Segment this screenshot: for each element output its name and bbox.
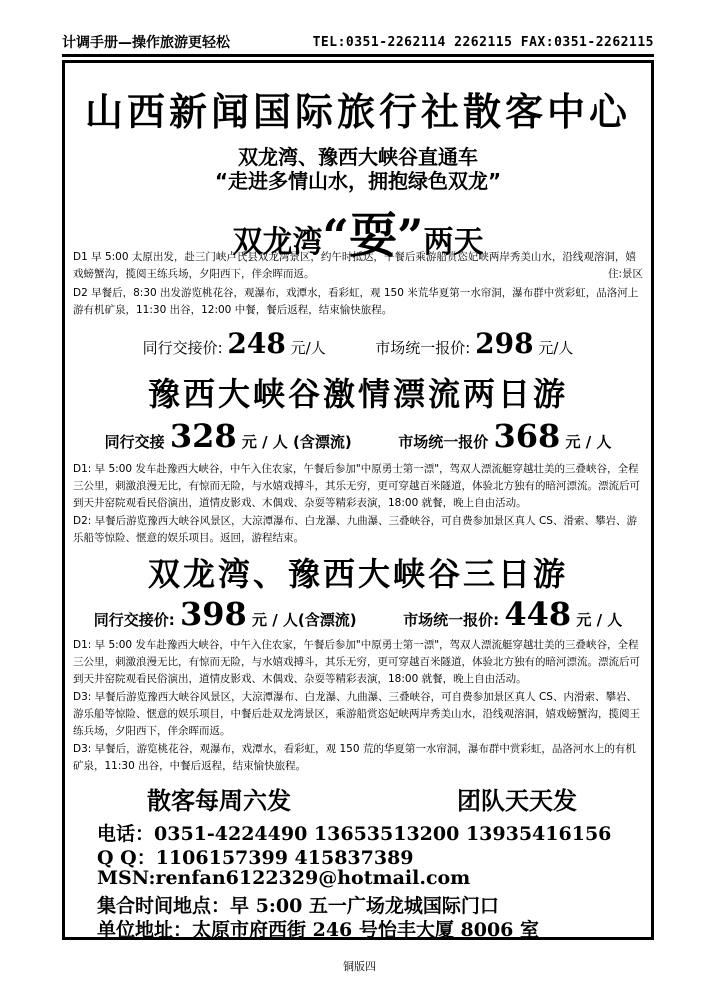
trip1-prices: [65, 327, 651, 360]
trip1-peer-price: 248: [227, 327, 286, 360]
msn-line: MSN:renfan6122329@hotmail.com: [97, 867, 471, 889]
trip2-peer-label: 同行交接: [104, 433, 165, 451]
trip2-title: 豫西大峡谷激情漂流两日游: [147, 375, 568, 413]
trip3-peer-unit: 元 / 人(含漂流): [251, 611, 357, 629]
subtitle-slogan: “走进多情山水，拥抱绿色双龙”: [214, 169, 502, 193]
meeting-line: 集合时间地点：早 5:00 五一广场龙城国际门口: [97, 895, 499, 917]
trip1-peer-unit: 元/人: [290, 339, 326, 357]
trip1-title-c: 两天: [423, 225, 484, 260]
weekly-departure: 散客每周六发: [147, 786, 291, 815]
trip3-day2: D3: 早餐后游览豫西大峡谷风景区，大涼潭瀑布、白龙瀑、九曲瀑、三叠峡谷，可自费参加景区真人 CS、内滑索、攀岩、游乐船等惊险、惬意的娱乐项目，中餐后赴双龙湾景区，乘游船赏恣妃峡两岸秀美山水，沿线观溶洞，嬉戏螃蟹沟，揽阅王练兵场，夕阳西下，伴余晖而返。: [73, 691, 640, 737]
trip1-day2: D2 早餐后，8:30 出发游览桃花谷，观瀑布，戏潭水，看彩虹，观 150 米荒华夏第一水帘洞，瀑布群中赏彩虹，品洛河上游有机矿泉，11:30 出谷，12:00 中餐，餐后返程，结束愉快旅程。: [73, 287, 639, 316]
trip1-title-b: 耍: [348, 208, 397, 264]
trip2-peer-unit: 元 / 人 (含漂流): [241, 433, 352, 451]
trip3-peer-label: 同行交接价:: [93, 611, 175, 629]
header-contact: TEL:0351-2262114 2262115 FAX:0351-2262115: [312, 34, 654, 50]
trip2-day2: D2: 早餐后游览豫西大峡谷风景区，大涼潭瀑布、白龙瀑、九曲瀑、三叠峡谷，可自费参加景区真人 CS、滑索、攀岩、游乐船等惊险、惬意的娱乐项目。返回，游程结束。: [73, 515, 637, 544]
trip1-quote-open: “: [322, 209, 349, 263]
trip1-market-label: 市场统一报价:: [375, 339, 471, 357]
trip3-prices: [65, 595, 651, 633]
page-label: 铜版四: [343, 960, 376, 973]
trip2-prices: [65, 417, 651, 455]
daily-departure: 团队天天发: [457, 786, 577, 815]
page-title: 山西新闻国际旅行社散客中心: [84, 89, 631, 134]
trip3-market-unit: 元 / 人: [576, 611, 623, 629]
subtitle-route: 双龙湾、豫西大峡谷直通车: [238, 145, 478, 169]
qq-line: Q Q：1106157399 415837389: [97, 847, 414, 869]
trip2-market-price: 368: [493, 417, 561, 455]
trip3-peer-price: 398: [179, 595, 247, 633]
trip3-day3: D3: 早餐后，游览桃花谷，观瀑布，戏潭水，看彩虹，观 150 荒的华夏第一水帘洞，瀑布群中赏彩虹，品洛河水上的有机矿泉，11:30 出谷，中餐后返程，结束愉快旅程。: [73, 743, 636, 772]
trip3-day1: D1: 早 5:00 发车赴豫西大峡谷，中午入住农家，午餐后参加"中原勇士第一漂"，驾双人漂流艇穿越壮美的三叠峡谷，全程三公里，刺激浪漫无比，有惊而无险，与水嬉戏搏斗，其乐无穷，更可穿越百米隧道，体验北方独有的暗河漂流。漂流后可到天井窑院观看民俗演出，道情皮影戏、木偶戏、杂耍等精彩表演，18:00 就餐，晚上自由活动。: [73, 639, 640, 685]
trip2-market-label: 市场统一报价: [398, 433, 489, 451]
trip2-market-unit: 元 / 人: [565, 433, 612, 451]
phone-line: 电话：0351-4224490 13653513200 13935416156: [97, 823, 612, 845]
address-line: 单位地址：太原市府西街 246 号怡丰大厦 8006 室: [97, 919, 540, 941]
trip1-market-price: 298: [475, 327, 534, 360]
trip1-day1: D1 早 5:00 太原出发，赴三门峡卢氏县双龙湾景区，约午时抵达，午餐后乘游船赏恣妃峡两岸秀美山水，沿线观溶洞，嬉戏螃蟹沟，揽阅王练兵场，夕阳西下，伴余晖而返。: [73, 251, 636, 280]
trip2-peer-price: 328: [169, 417, 237, 455]
trip1-quote-close: ”: [397, 209, 424, 263]
trip1-peer-label: 同行交接价:: [142, 339, 223, 357]
trip1-day1-stay: 住:景区: [607, 268, 643, 280]
header-slogan: 计调手册—操作旅游更轻松: [62, 35, 230, 51]
trip1-market-unit: 元/人: [538, 339, 574, 357]
page-header: [62, 32, 654, 57]
trip3-title: 双龙湾、豫西大峡谷三日游: [147, 555, 568, 593]
trip3-market-label: 市场统一报价:: [403, 611, 500, 629]
trip3-market-price: 448: [504, 595, 572, 633]
trip2-day1: D1: 早 5:00 发车赴豫西大峡谷，中午入住农家，午餐后参加"中原勇士第一漂"，驾双人漂流艇穿越壮美的三叠峡谷，全程三公里，刺激浪漫无比，有惊而无险，与水嬉戏搏斗，其乐无穷，更可穿越百米隧道，体验北方独有的暗河漂流。漂流后可到天井窑院观看民俗演出，道情皮影戏、木偶戏、杂耍等精彩表演，18:00 就餐，晚上自由活动。: [73, 463, 640, 509]
trip1-title-a: 双龙湾: [232, 225, 323, 260]
flyer-frame: [62, 60, 654, 940]
